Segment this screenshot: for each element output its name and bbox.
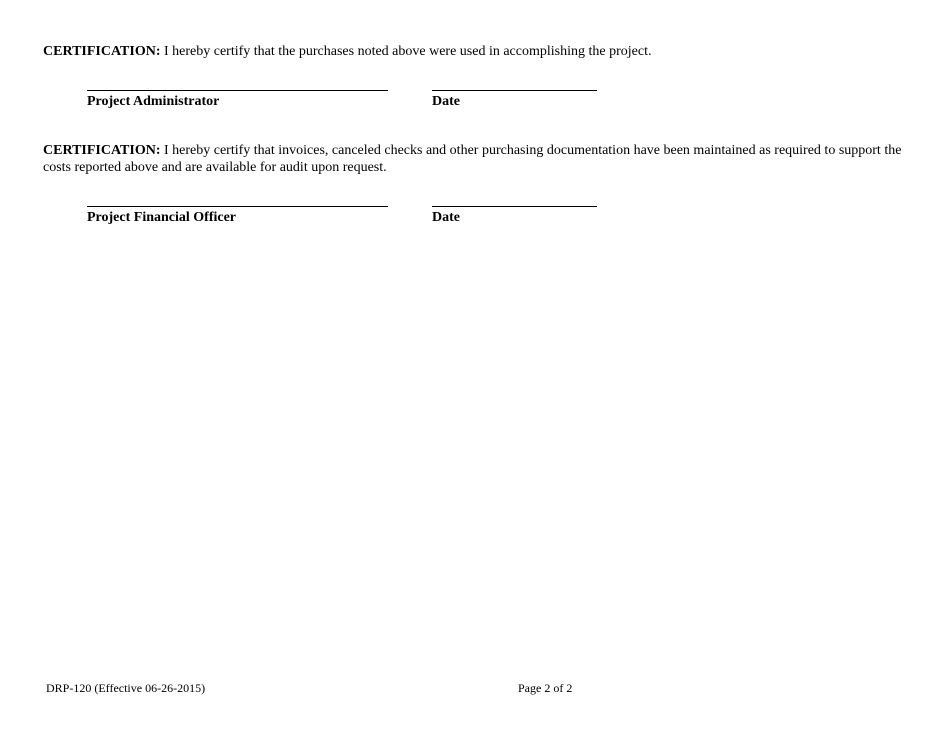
date-label-project-financial-officer: Date (432, 210, 460, 225)
certification-administrator (43, 43, 913, 60)
certification-statement: I hereby certify that the purchases noted above were used in accomplishing the project. (160, 44, 652, 59)
date-label-project-administrator: Date (432, 94, 460, 109)
certification-label: CERTIFICATION: (43, 44, 161, 59)
date-line-project-financial-officer (432, 206, 597, 207)
certification-financial-officer (43, 142, 913, 176)
signer-label-project-administrator: Project Administrator (87, 94, 220, 109)
signature-line-project-financial-officer (87, 206, 388, 207)
signer-label-project-financial-officer: Project Financial Officer (87, 210, 237, 225)
signature-line-project-administrator (87, 90, 388, 91)
date-line-project-administrator (432, 90, 597, 91)
footer-form-id: DRP-120 (Effective 06-26-2015) (46, 681, 206, 695)
certification-label: CERTIFICATION: (43, 143, 161, 158)
footer-page-number: Page 2 of 2 (518, 681, 573, 695)
certification-statement: I hereby certify that invoices, canceled checks and other purchasing documentation have been maintained as required to support the costs reported above and are available for audit upon request. (43, 143, 902, 175)
